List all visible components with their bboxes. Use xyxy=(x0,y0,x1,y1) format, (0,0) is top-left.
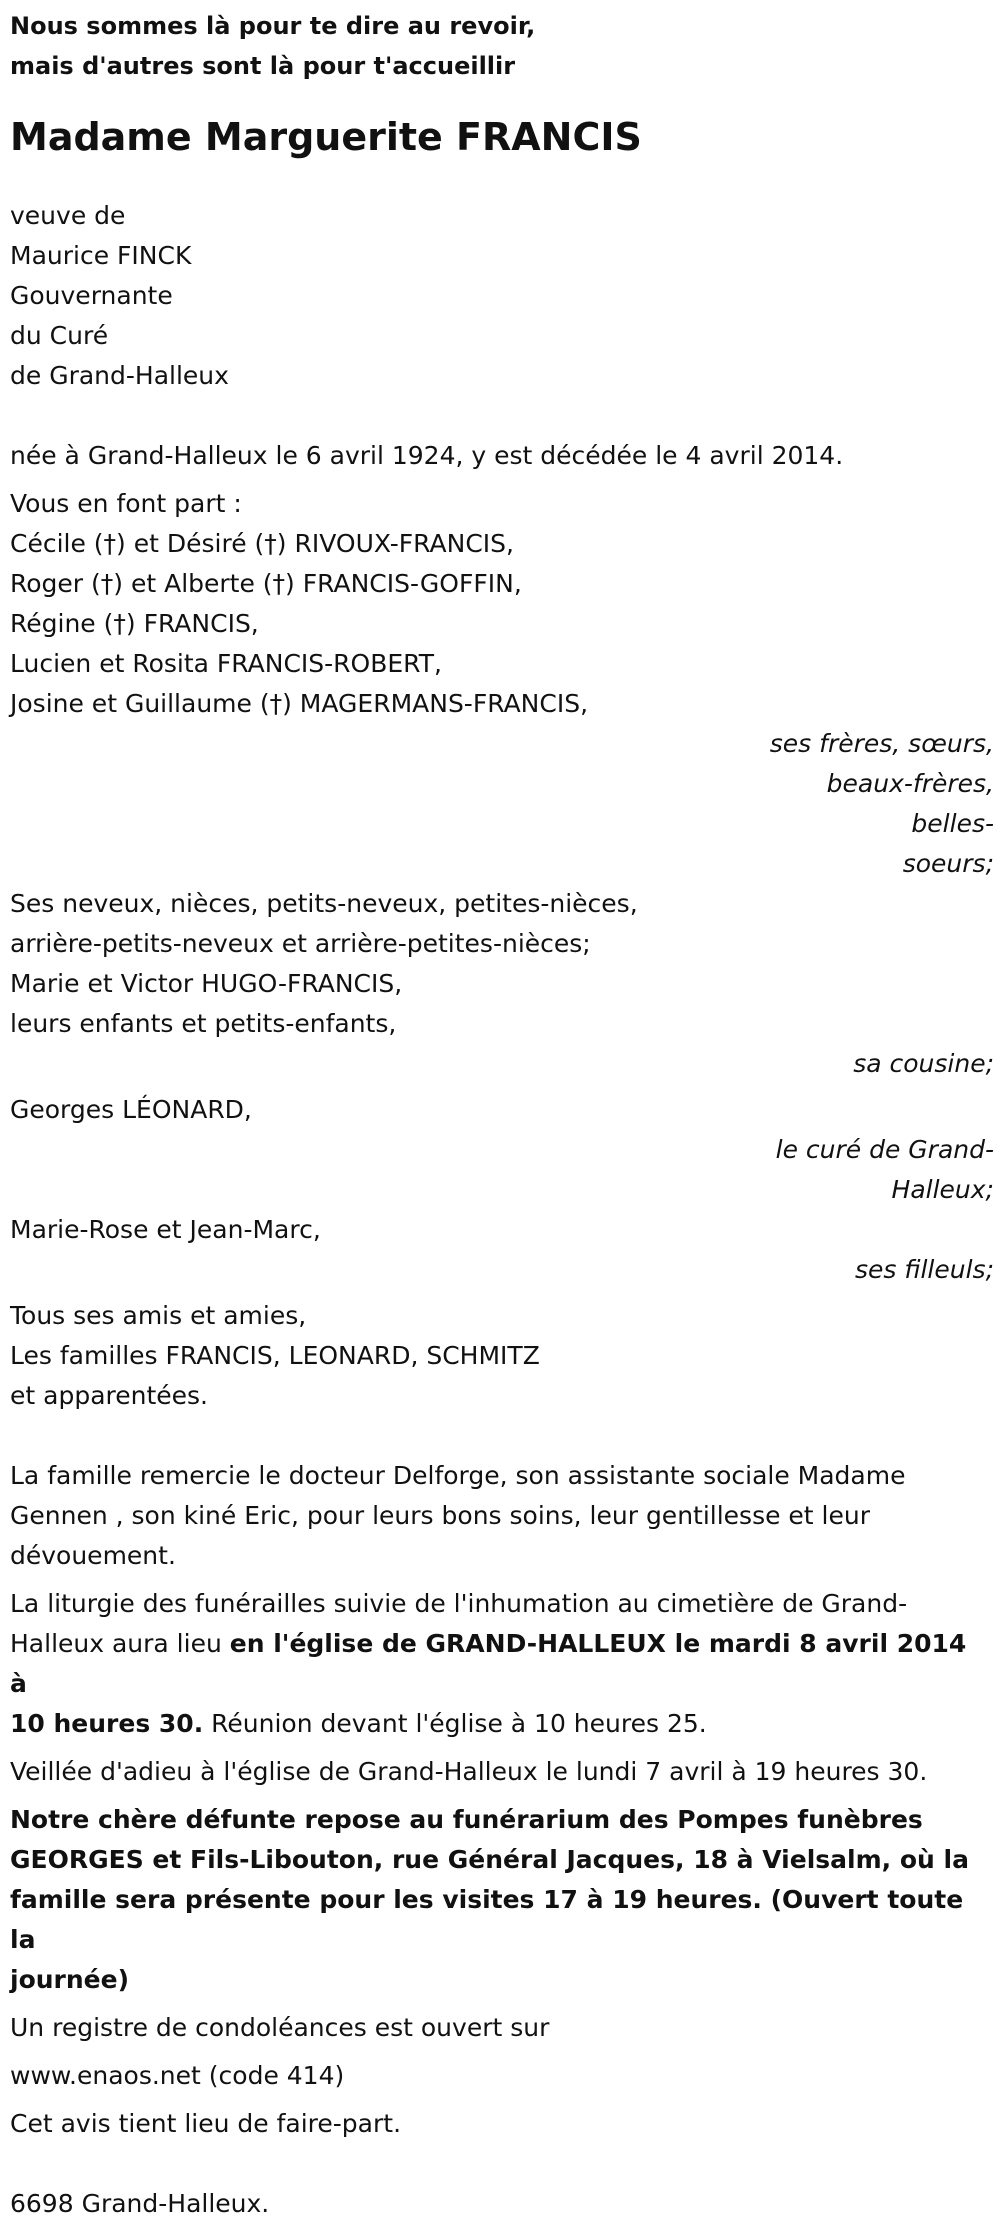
funeral-line xyxy=(10,1704,990,1744)
family-line: Lucien et Rosita FRANCIS-ROBERT, xyxy=(10,649,442,678)
nephews-line: Ses neveux, nièces, petits-neveux, petites-nièces, xyxy=(10,889,638,918)
rest-line: journée) xyxy=(10,1965,130,1994)
funeral-line xyxy=(10,1624,990,1704)
detail-line: veuve de xyxy=(10,201,126,230)
funeral-paragraph xyxy=(10,1584,990,1744)
friends-line: Les familles FRANCIS, LEONARD, SCHMITZ xyxy=(10,1341,540,1370)
role-line: le curé de Grand- xyxy=(775,1135,994,1164)
cousin-line: Marie et Victor HUGO-FRANCIS, xyxy=(10,969,403,998)
detail-line: Gouvernante xyxy=(10,281,173,310)
funeral-location: en l'église de GRAND-HALLEUX le mardi 8 avril 2014 à xyxy=(10,1629,967,1698)
funeral-time: 10 heures 30. xyxy=(10,1709,204,1738)
funeral-text: Halleux aura lieu xyxy=(10,1629,230,1658)
verse-line-2: mais d'autres sont là pour t'accueillir xyxy=(10,52,516,80)
role-line: Halleux; xyxy=(891,1175,994,1204)
opening-verse xyxy=(10,6,990,86)
role-line: ses frères, sœurs, xyxy=(769,729,994,758)
nephews-line: arrière-petits-neveux et arrière-petites-nièces; xyxy=(10,929,591,958)
family-line: Régine (†) FRANCIS, xyxy=(10,609,259,638)
deceased-name: Madame Marguerite FRANCIS xyxy=(10,115,642,159)
obituary-document xyxy=(10,0,994,2224)
thanks-line: Gennen , son kiné Eric, pour leurs bons soins, leur gentillesse et leur xyxy=(10,1501,871,1530)
detail-line: du Curé xyxy=(10,321,109,350)
vigil-line: Veillée d'adieu à l'église de Grand-Halleux le lundi 7 avril à 19 heures 30. xyxy=(10,1757,928,1786)
announcement xyxy=(10,484,994,1416)
friends-line: et apparentées. xyxy=(10,1381,208,1410)
siblings-role xyxy=(739,724,994,884)
birth-death-line: née à Grand-Halleux le 6 avril 1924, y est décédée le 4 avril 2014. xyxy=(10,441,844,470)
verse-line-1: Nous sommes là pour te dire au revoir, xyxy=(10,12,536,40)
godchildren-line: Marie-Rose et Jean-Marc, xyxy=(10,1215,321,1244)
funeral-text: Réunion devant l'église à 10 heures 25. xyxy=(203,1709,707,1738)
cousin-line: leurs enfants et petits-enfants, xyxy=(10,1009,397,1038)
role-line: soeurs; xyxy=(902,849,994,878)
thanks-line: La famille remercie le docteur Delforge, son assistante sociale Madame xyxy=(10,1461,906,1490)
thanks-paragraph xyxy=(10,1456,990,1576)
announce-intro: Vous en font part : xyxy=(10,489,242,518)
detail-line: Maurice FINCK xyxy=(10,241,192,270)
rest-paragraph xyxy=(10,1800,990,2000)
rest-line: famille sera présente pour les visites 17 à 19 heures. (Ouvert toute la xyxy=(10,1885,964,1954)
deceased-details xyxy=(10,196,990,396)
detail-line: de Grand-Halleux xyxy=(10,361,229,390)
notice-line: Cet avis tient lieu de faire-part. xyxy=(10,2109,402,2138)
priest-line: Georges LÉONARD, xyxy=(10,1095,252,1124)
website-line: www.enaos.net (code 414) xyxy=(10,2061,345,2090)
family-line: Cécile (†) et Désiré (†) RIVOUX-FRANCIS, xyxy=(10,529,514,558)
family-line: Josine et Guillaume (†) MAGERMANS-FRANCIS, xyxy=(10,689,589,718)
rest-line: GEORGES et Fils-Libouton, rue Général Jacques, 18 à Vielsalm, où la xyxy=(10,1845,969,1874)
address-line: 6698 Grand-Halleux. xyxy=(10,2189,270,2218)
priest-role xyxy=(739,1130,994,1210)
friends-line: Tous ses amis et amies, xyxy=(10,1301,307,1330)
thanks-line: dévouement. xyxy=(10,1541,176,1570)
rest-line: Notre chère défunte repose au funérarium des Pompes funèbres xyxy=(10,1805,923,1834)
registry-line: Un registre de condoléances est ouvert sur xyxy=(10,2013,550,2042)
family-line: Roger (†) et Alberte (†) FRANCIS-GOFFIN, xyxy=(10,569,522,598)
funeral-line: La liturgie des funérailles suivie de l'inhumation au cimetière de Grand- xyxy=(10,1589,908,1618)
role-line: beaux-frères, belles- xyxy=(826,769,994,838)
cousin-role: sa cousine; xyxy=(853,1049,994,1078)
godchildren-role: ses filleuls; xyxy=(854,1255,994,1284)
